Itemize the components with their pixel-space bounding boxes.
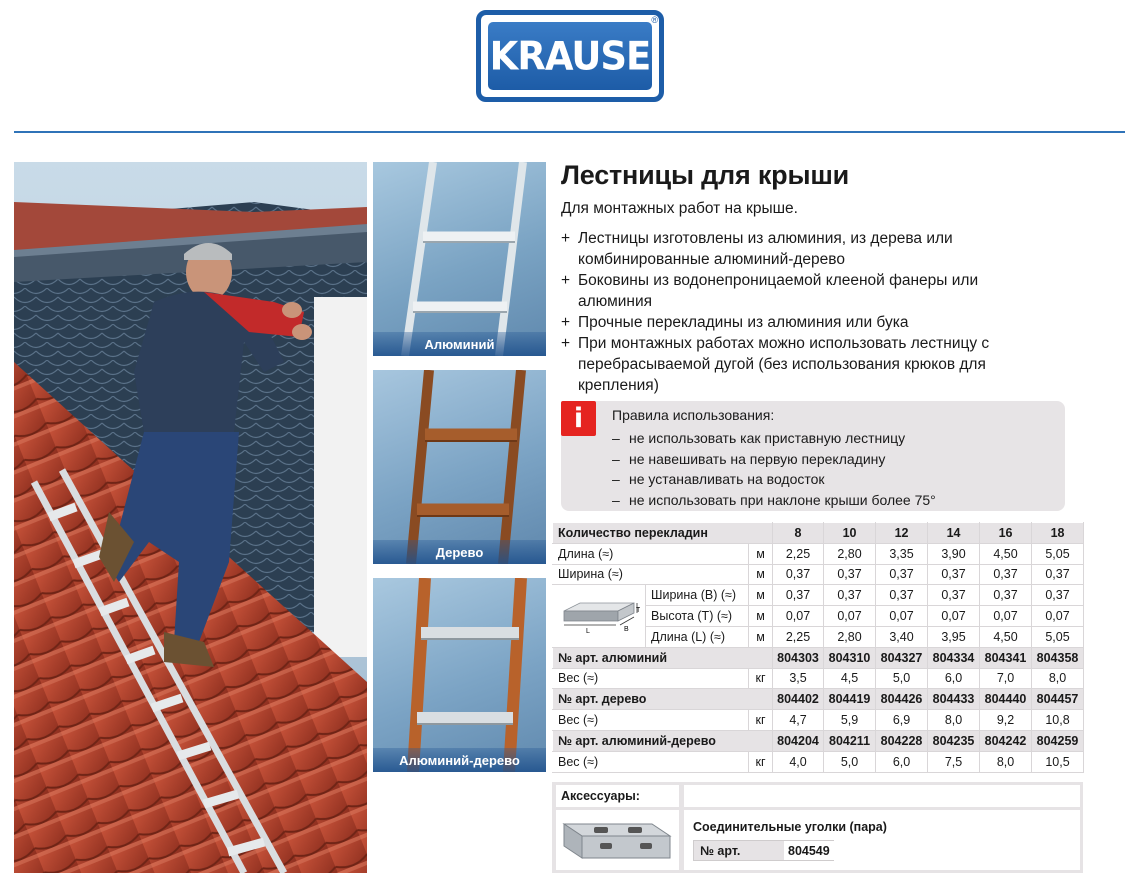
aluminum-caption: Алюминий — [373, 332, 546, 356]
feature-item — [561, 312, 1041, 333]
rung-dimension-cell — [553, 585, 646, 647]
table-cell: 3,90 — [928, 543, 980, 564]
table-cell: 10,5 — [1032, 751, 1084, 772]
rungs-col: 8 — [773, 523, 824, 544]
row-label: Длина (L) (≈) — [646, 626, 749, 647]
table-cell: 0,37 — [773, 564, 824, 585]
feature-item — [561, 270, 1041, 312]
rungs-col: 18 — [1032, 523, 1084, 544]
article-number: 804259 — [1032, 730, 1084, 751]
plus-mark: + — [561, 272, 571, 289]
table-cell: 6,0 — [928, 668, 980, 689]
logo-badge — [488, 22, 652, 90]
rule-item — [612, 490, 936, 511]
table-cell: 5,05 — [1032, 543, 1084, 564]
page-title: Лестницы для крыши — [561, 160, 850, 190]
registered-mark: ® — [651, 15, 658, 25]
dash-mark: – — [612, 471, 620, 487]
row-unit: м — [749, 564, 773, 585]
rule-item — [612, 449, 936, 470]
wood-caption: Дерево — [373, 540, 546, 564]
row-unit: м — [749, 585, 773, 606]
feature-list — [561, 228, 1041, 396]
usage-rules-title: Правила использования: — [612, 407, 775, 423]
table-cell: 0,37 — [1032, 564, 1084, 585]
accessory-article-label: № арт. — [700, 844, 741, 858]
article-number: 804228 — [876, 730, 928, 751]
article-number: 804310 — [824, 647, 876, 668]
table-cell: 7,5 — [928, 751, 980, 772]
rungs-col: 14 — [928, 523, 980, 544]
feature-item — [561, 228, 1041, 270]
table-cell: 0,37 — [773, 585, 824, 606]
aluminum-ladder-photo — [373, 162, 546, 356]
wood-ladder-photo — [373, 370, 546, 564]
table-cell: 3,5 — [773, 668, 824, 689]
article-number: 804440 — [980, 689, 1032, 710]
weight-row — [553, 710, 1084, 731]
dim-label-t: T — [636, 606, 640, 614]
feature-text: Лестницы изготовлены из алюминия, из дерева или комбинированные алюминий-дерево — [578, 230, 953, 268]
table-cell: 8,0 — [928, 710, 980, 731]
table-cell: 0,37 — [1032, 585, 1084, 606]
plus-mark: + — [561, 314, 571, 331]
table-cell: 0,37 — [824, 564, 876, 585]
plus-mark: + — [561, 335, 571, 352]
row-label: Высота (T) (≈) — [646, 606, 749, 627]
article-number: 804242 — [980, 730, 1032, 751]
aluminum-wood-caption: Алюминий-дерево — [373, 748, 546, 772]
rungs-col: 16 — [980, 523, 1032, 544]
dim-label-b: B — [624, 625, 629, 633]
row-label: Вес (≈) — [553, 710, 749, 731]
table-cell: 4,5 — [824, 668, 876, 689]
info-icon: i — [561, 401, 596, 436]
table-cell: 0,37 — [928, 564, 980, 585]
table-cell: 5,9 — [824, 710, 876, 731]
article-number: 804327 — [876, 647, 928, 668]
article-row — [553, 689, 1084, 710]
dash-mark: – — [612, 430, 620, 446]
table-cell: 5,05 — [1032, 626, 1084, 647]
table-cell: 2,25 — [773, 626, 824, 647]
table-row — [553, 564, 1084, 585]
table-cell: 0,07 — [773, 606, 824, 627]
table-cell: 0,07 — [1032, 606, 1084, 627]
article-number: 804433 — [928, 689, 980, 710]
logo-text: KRAUSE — [489, 33, 651, 79]
row-label: Вес (≈) — [553, 751, 749, 772]
table-cell: 3,40 — [876, 626, 928, 647]
accessory-article — [693, 840, 834, 861]
row-label: Ширина (≈) — [553, 564, 749, 585]
article-label: № арт. алюминий-дерево — [553, 730, 773, 751]
feature-text: Прочные перекладины из алюминия или бука — [578, 314, 909, 331]
article-number: 804303 — [773, 647, 824, 668]
row-label: Длина (≈) — [553, 543, 749, 564]
table-cell: 3,95 — [928, 626, 980, 647]
row-label: Вес (≈) — [553, 668, 749, 689]
table-cell: 10,8 — [1032, 710, 1084, 731]
dim-label-l: L — [586, 627, 590, 635]
weight-row — [553, 668, 1084, 689]
article-number: 804235 — [928, 730, 980, 751]
connector-bracket-image — [556, 810, 679, 870]
rule-text: не использовать при наклоне крыши более 75° — [629, 491, 936, 508]
table-cell: 8,0 — [980, 751, 1032, 772]
article-number: 804211 — [824, 730, 876, 751]
table-cell: 2,80 — [824, 626, 876, 647]
rule-text: не использовать как приставную лестницу — [629, 430, 906, 446]
accessory-name: Соединительные уголки (пара) — [693, 820, 887, 834]
roof-ladder-photo — [14, 162, 367, 873]
row-unit: кг — [749, 668, 773, 689]
table-cell: 6,9 — [876, 710, 928, 731]
dash-mark: – — [612, 450, 620, 467]
table-cell: 3,35 — [876, 543, 928, 564]
rule-item — [612, 428, 936, 449]
accessories-header: Аксессуары: — [556, 785, 679, 807]
table-cell: 7,0 — [980, 668, 1032, 689]
row-unit: кг — [749, 751, 773, 772]
table-row — [553, 543, 1084, 564]
page-subtitle: Для монтажных работ на крыше. — [561, 200, 798, 217]
row-unit: кг — [749, 710, 773, 731]
table-cell: 0,37 — [928, 585, 980, 606]
article-number: 804358 — [1032, 647, 1084, 668]
table-cell: 2,25 — [773, 543, 824, 564]
table-header-row — [553, 523, 1084, 544]
article-number: 804457 — [1032, 689, 1084, 710]
table-cell: 4,50 — [980, 626, 1032, 647]
article-number: 804419 — [824, 689, 876, 710]
table-cell: 0,37 — [980, 564, 1032, 585]
krause-logo — [476, 10, 664, 102]
feature-text: При монтажных работах можно использовать лестницу с перебрасываемой дугой (без использования крюков для крепления) — [578, 335, 990, 394]
rungs-count-label: Количество перекладин — [553, 523, 773, 544]
rung-dimension-icon — [558, 595, 640, 635]
table-cell: 0,37 — [824, 585, 876, 606]
rule-text: не навешивать на первую перекладину — [629, 450, 886, 467]
rule-text: не устанавливать на водосток — [629, 471, 825, 487]
row-unit: м — [749, 626, 773, 647]
table-cell: 4,50 — [980, 543, 1032, 564]
row-unit: м — [749, 606, 773, 627]
article-row — [553, 730, 1084, 751]
row-label: Ширина (B) (≈) — [646, 585, 749, 606]
table-cell: 0,37 — [876, 564, 928, 585]
table-cell: 9,2 — [980, 710, 1032, 731]
article-row — [553, 647, 1084, 668]
table-cell: 4,7 — [773, 710, 824, 731]
table-cell: 0,07 — [824, 606, 876, 627]
feature-text: Боковины из водонепроницаемой клееной фанеры или алюминия — [578, 272, 979, 310]
table-cell: 4,0 — [773, 751, 824, 772]
rule-item — [612, 469, 936, 490]
plus-mark: + — [561, 230, 571, 247]
table-cell: 5,0 — [824, 751, 876, 772]
header-divider — [14, 131, 1125, 133]
table-cell: 8,0 — [1032, 668, 1084, 689]
feature-item — [561, 333, 1041, 396]
accessories-header-blank — [684, 785, 1080, 807]
table-cell: 2,80 — [824, 543, 876, 564]
dash-mark: – — [612, 491, 620, 508]
rungs-col: 12 — [876, 523, 928, 544]
article-number: 804402 — [773, 689, 824, 710]
row-unit: м — [749, 543, 773, 564]
aluminum-wood-ladder-photo — [373, 578, 546, 772]
table-row — [553, 585, 1084, 606]
article-label: № арт. дерево — [553, 689, 773, 710]
article-number: 804426 — [876, 689, 928, 710]
accessory-article-number: 804549 — [784, 841, 834, 860]
article-number: 804341 — [980, 647, 1032, 668]
table-cell: 0,07 — [928, 606, 980, 627]
rungs-col: 10 — [824, 523, 876, 544]
table-cell: 6,0 — [876, 751, 928, 772]
article-label: № арт. алюминий — [553, 647, 773, 668]
weight-row — [553, 751, 1084, 772]
usage-rules-list — [612, 428, 936, 510]
article-number: 804204 — [773, 730, 824, 751]
article-number: 804334 — [928, 647, 980, 668]
table-cell: 0,07 — [980, 606, 1032, 627]
table-cell: 5,0 — [876, 668, 928, 689]
table-cell: 0,07 — [876, 606, 928, 627]
spec-table — [552, 522, 1084, 773]
table-cell: 0,37 — [876, 585, 928, 606]
table-cell: 0,37 — [980, 585, 1032, 606]
